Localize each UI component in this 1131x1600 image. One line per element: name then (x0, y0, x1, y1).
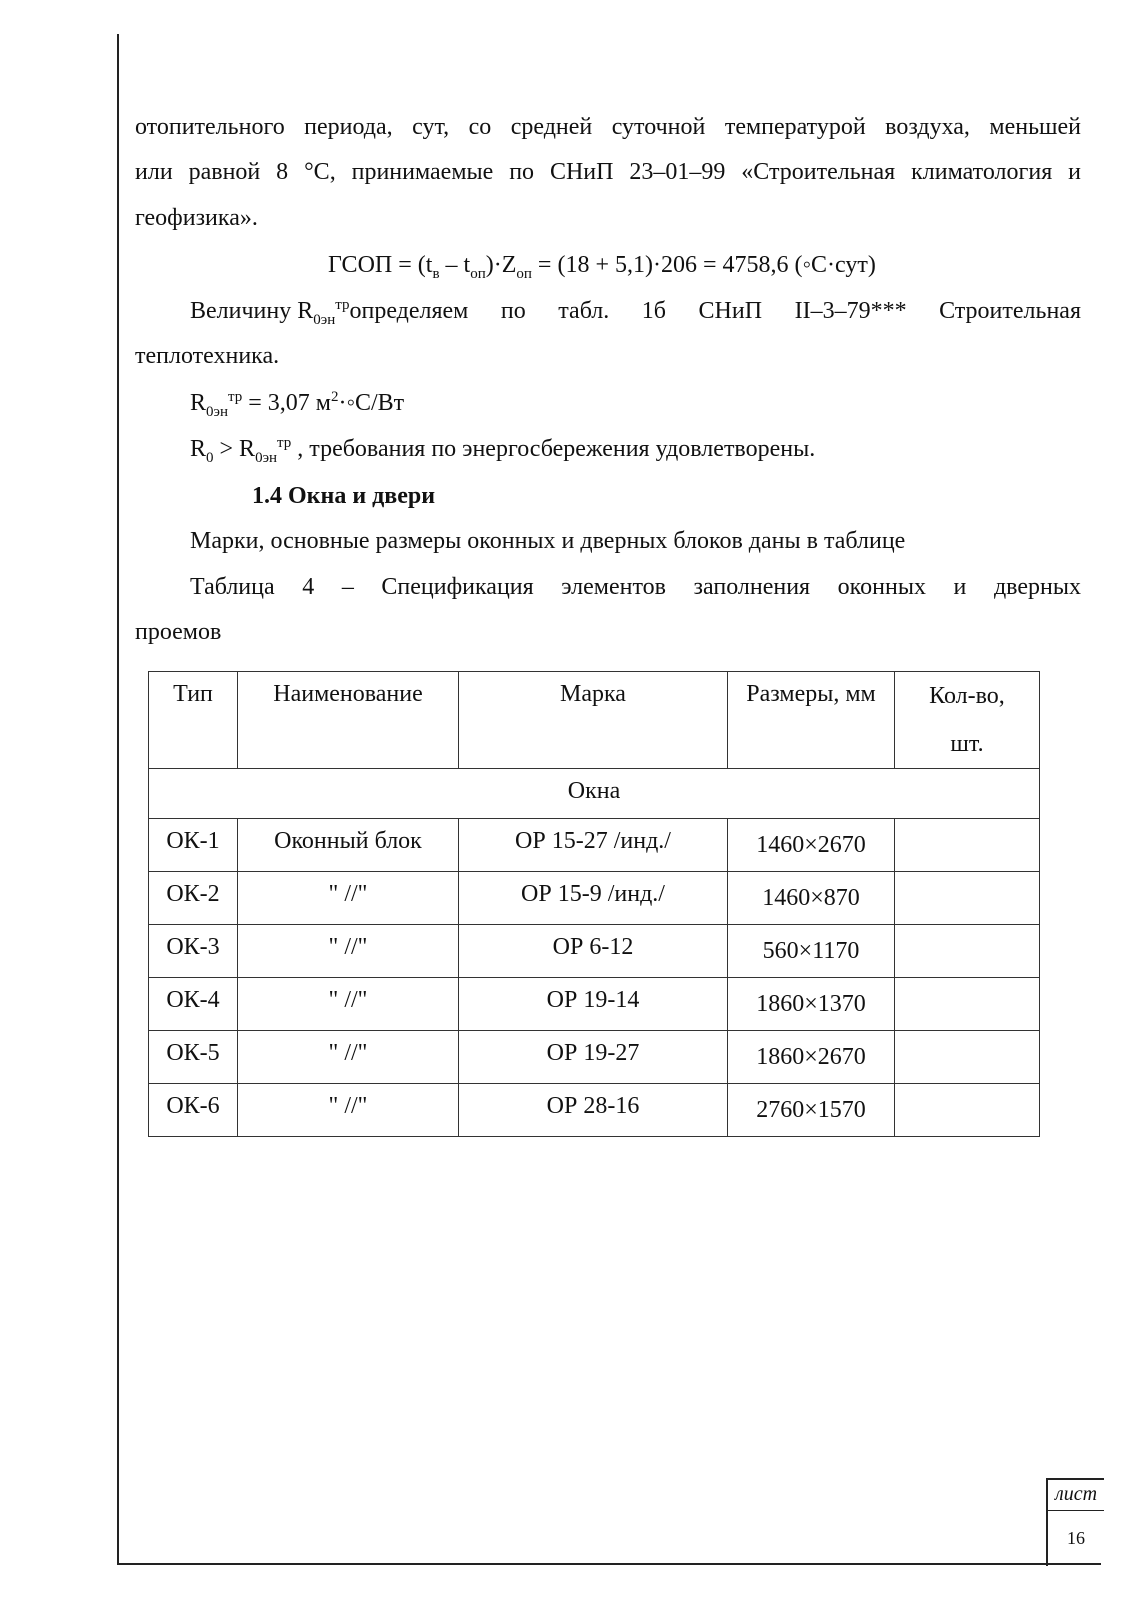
cell-type: ОК-6 (149, 1084, 238, 1137)
cell-mark: ОР 15-27 /инд./ (459, 819, 728, 872)
header-qty: Кол-во, шт. (895, 672, 1040, 769)
cell-qty (895, 1084, 1040, 1137)
cell-name: " //" (238, 1031, 459, 1084)
cell-size: 1860×1370 (728, 978, 895, 1031)
cell-qty (895, 978, 1040, 1031)
cell-type: ОК-2 (149, 872, 238, 925)
frame-left-border (117, 34, 119, 1565)
cell-mark: ОР 15-9 /инд./ (459, 872, 728, 925)
section-heading: 1.4 Окна и двери (252, 483, 436, 509)
table-section-row (149, 769, 1040, 819)
energy-conclusion: $R_0 > R_{0эн}^{тр}$ , требования по энергосбережения удовлетворены. (190, 435, 816, 466)
cell-size: 560×1170 (728, 925, 895, 978)
cell-qty (895, 819, 1040, 872)
sheet-label: лист (1048, 1480, 1104, 1511)
paragraph-line: отопительного периода, сут, со средней суточной температурой воздуха, меньшей (135, 114, 1081, 140)
paragraph-line: или равной 8 °С, принимаемые по СНиП 23–01–99 «Строительная климатология и (135, 159, 1081, 185)
header-name: Наименование (238, 672, 459, 769)
paragraph-line: теплотехника. (135, 343, 280, 369)
sheet-stamp (1046, 1478, 1104, 1566)
cell-size: 2760×1570 (728, 1084, 895, 1137)
frame-bottom-border (117, 1563, 1101, 1565)
section-windows: Окна (149, 769, 1040, 819)
cell-name: Оконный блок (238, 819, 459, 872)
gsop-formula: ГСОП = $(t_в - t_{оп})\cdot Z_{оп} = (18 + 5,1)\cdot 206 = 4758,6$ (◦С·сут) (328, 252, 876, 282)
header-type: Тип (149, 672, 238, 769)
table-row (149, 978, 1040, 1031)
cell-size: 1460×870 (728, 872, 895, 925)
r-required-value: $R_{0эн}^{тр} = 3,07$ $м^2\cdot◦С/Вт$ (190, 389, 405, 420)
cell-name: " //" (238, 925, 459, 978)
cell-mark: ОР 19-14 (459, 978, 728, 1031)
table-row (149, 1031, 1040, 1084)
cell-type: ОК-5 (149, 1031, 238, 1084)
page-number: 16 (1067, 1528, 1085, 1548)
paragraph-line: Величину $R_{0эн}^{тр}$ определяем по табл. 1б СНиП II–3–79*** Строительная (190, 297, 1081, 328)
paragraph-line: Марки, основные размеры оконных и дверных блоков даны в таблице (190, 528, 906, 554)
table-caption: проемов (135, 619, 222, 645)
cell-name: " //" (238, 1084, 459, 1137)
table-header-row (149, 672, 1040, 769)
cell-qty (895, 1031, 1040, 1084)
cell-type: ОК-3 (149, 925, 238, 978)
cell-qty (895, 925, 1040, 978)
cell-name: " //" (238, 978, 459, 1031)
cell-mark: ОР 19-27 (459, 1031, 728, 1084)
cell-mark: ОР 28-16 (459, 1084, 728, 1137)
table-row (149, 925, 1040, 978)
specification-table (148, 671, 1040, 1137)
cell-qty (895, 872, 1040, 925)
cell-name: " //" (238, 872, 459, 925)
cell-type: ОК-4 (149, 978, 238, 1031)
paragraph-line: геофизика». (135, 205, 258, 231)
cell-size: 1460×2670 (728, 819, 895, 872)
table-row (149, 1084, 1040, 1137)
header-mark: Марка (459, 672, 728, 769)
header-size: Размеры, мм (728, 672, 895, 769)
table-caption: Таблица 4 – Спецификация элементов заполнения оконных и дверных (190, 574, 1081, 600)
cell-size: 1860×2670 (728, 1031, 895, 1084)
cell-mark: ОР 6-12 (459, 925, 728, 978)
cell-type: ОК-1 (149, 819, 238, 872)
table-row (149, 872, 1040, 925)
table-row (149, 819, 1040, 872)
